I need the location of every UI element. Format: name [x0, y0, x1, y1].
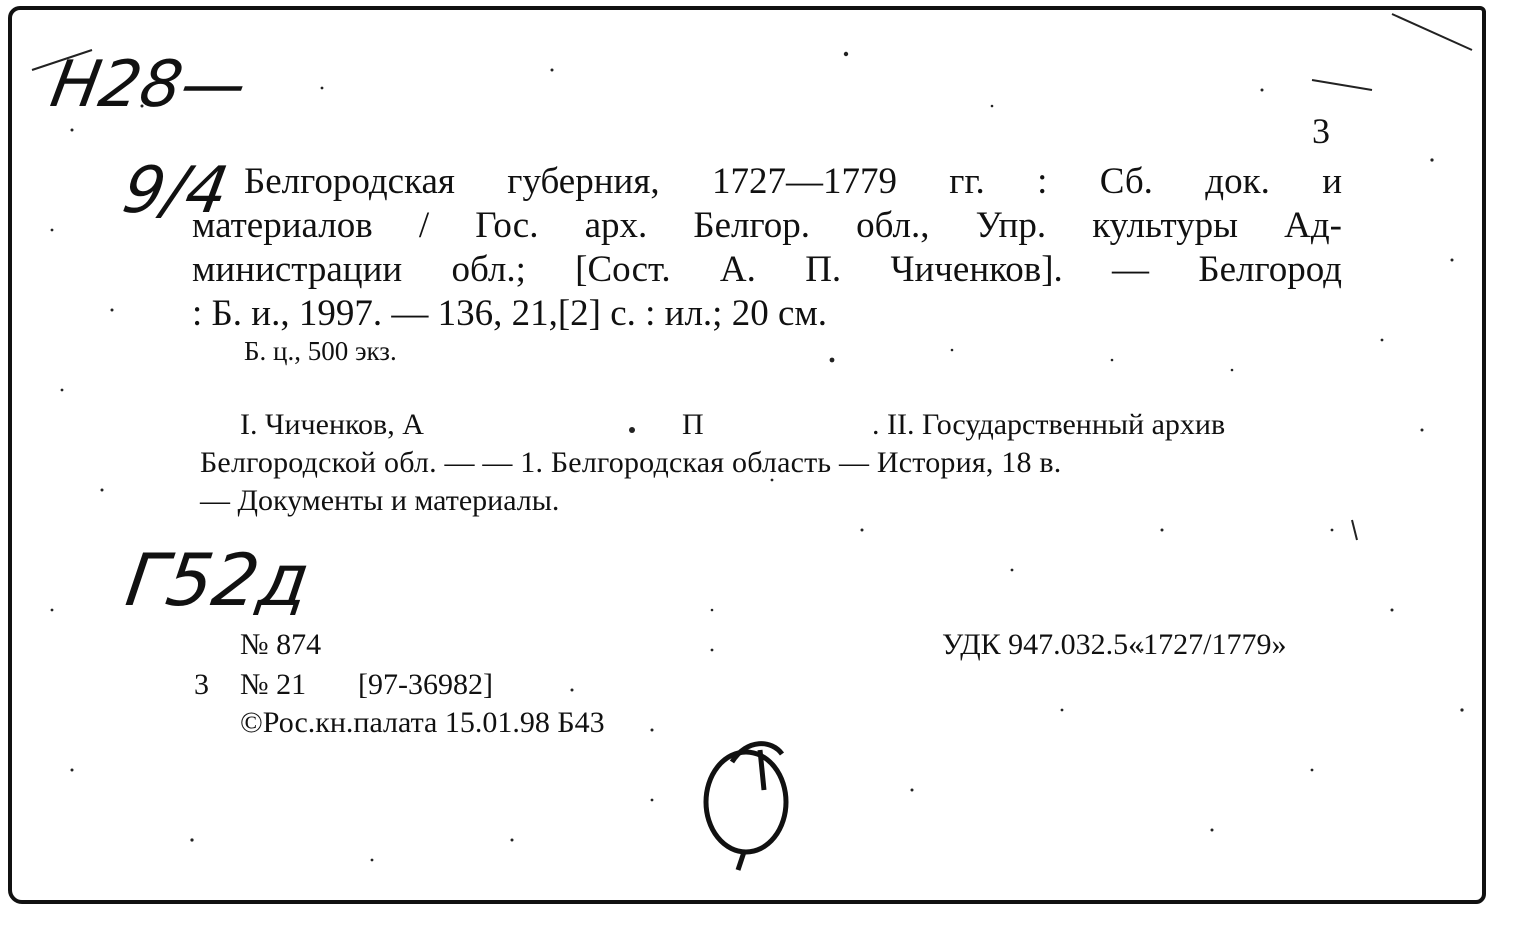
footer-row2-prefix: 3	[194, 668, 209, 701]
udk-code: УДК 947.032.5«1727/1779»	[942, 628, 1287, 661]
catalog-card	[8, 6, 1486, 904]
shelf-mark-low: Г52д	[121, 538, 315, 622]
footer-row2-number: № 21	[240, 668, 307, 701]
description-line: Белгородская губерния, 1727—1779 гг. : Сб. док. и	[244, 161, 1342, 202]
description-line: министрации обл.; [Сост. А. П. Чиченков]. — Белгород	[192, 249, 1342, 290]
tracing-line-2: Белгородской обл. — — 1. Белгородская область — История, 18 в.	[200, 446, 1062, 479]
footer-row2-record: [97-36982]	[358, 668, 493, 701]
stamp-mark	[706, 744, 786, 870]
tracing-line-1c: . II. Государственный архив	[872, 408, 1226, 441]
tracing-line-1a: I. Чиченков, А	[240, 408, 424, 441]
description-line: : Б. и., 1997. — 136, 21,[2] с. : ил.; 20 см.	[192, 293, 828, 334]
price-run: Б. ц., 500 экз.	[244, 336, 397, 366]
card-number-left: № 874	[240, 628, 322, 661]
tracing-line-3: — Документы и материалы.	[200, 484, 560, 517]
shelf-mark-mid: 9/4	[117, 154, 234, 228]
description-line: материалов / Гос. арх. Белгор. обл., Упр. культуры Ад-	[192, 205, 1342, 246]
tracing-line-1b: П	[682, 408, 704, 441]
shelf-mark-top: Н28—	[45, 48, 253, 122]
card-number: 3	[1312, 111, 1330, 151]
bibliographic-description	[192, 160, 1342, 336]
copyright-line: ©Рос.кн.палата 15.01.98 Б43	[240, 706, 605, 739]
